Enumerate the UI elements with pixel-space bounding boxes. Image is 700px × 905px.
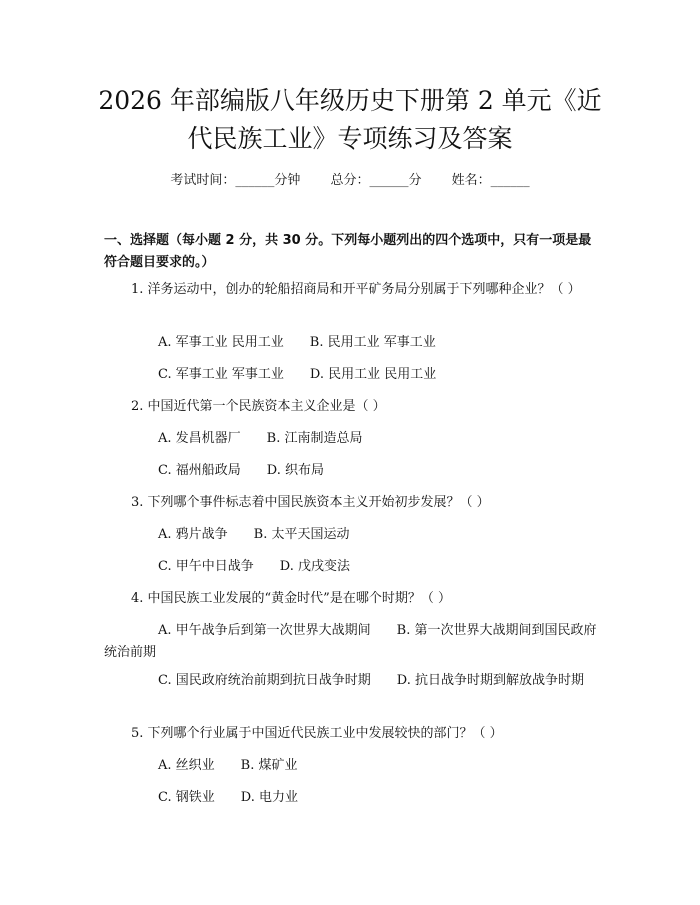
question-2-option-a: A. 发昌机器厂 [158, 431, 241, 446]
question-2-option-c: C. 福州船政局 [158, 463, 241, 478]
question-5-options-row-1 [104, 755, 604, 777]
question-1-options-row-2 [104, 364, 604, 386]
question-1-option-c: C. 军事工业 军事工业 [158, 367, 284, 382]
question-3-options-row-2 [104, 556, 604, 578]
question-2-stem: 2. 中国近代第一个民族资本主义企业是（ ） [131, 399, 386, 414]
question-1-options-row-1 [104, 332, 604, 354]
question-1-stem: 1. 洋务运动中，创办的轮船招商局和开平矿务局分别属于下列哪种企业？（ ） [131, 282, 581, 297]
student-name-label: 姓名：______ [451, 173, 530, 188]
question-4-options-row-1 [104, 620, 604, 664]
question-5-option-d: D. 电力业 [240, 790, 298, 805]
question-2-options-row-2 [104, 460, 604, 482]
question-5-stem: 5. 下列哪个行业属于中国近代民族工业中发展较快的部门？（ ） [131, 726, 503, 741]
question-3-stem: 3. 下列哪个事件标志着中国民族资本主义开始初步发展？（ ） [131, 495, 490, 510]
question-3-option-d: D. 戊戌变法 [279, 559, 350, 574]
question-1-option-b: B. 民用工业 军事工业 [309, 335, 436, 350]
question-5-options-row-2 [104, 787, 604, 809]
question-5-option-a: A. 丝织业 [158, 758, 215, 773]
question-2-option-d: D. 织布局 [266, 463, 324, 478]
question-4-options-row-2 [104, 670, 604, 692]
question-4-option-a: A. 甲午战争后到第一次世界大战期间 [158, 623, 371, 638]
question-1-option-d: D. 民用工业 民用工业 [309, 367, 437, 382]
question-4-option-c: C. 国民政府统治前期到抗日战争时期 [158, 673, 371, 688]
question-3-option-b: B. 太平天国运动 [253, 527, 350, 542]
question-5-option-c: C. 钢铁业 [158, 790, 215, 805]
page-title-line-1: 2026 年部编版八年级历史下册第 2 单元《近 [98, 86, 602, 115]
question-3-option-a: A. 鸦片战争 [158, 527, 228, 542]
question-2-option-b: B. 江南制造总局 [266, 431, 363, 446]
page-title-line-2: 代民族工业》专项练习及答案 [187, 124, 513, 153]
question-4-stem: 4. 中国民族工业发展的“黄金时代”是在哪个时期？（ ） [131, 591, 451, 606]
question-1-option-a: A. 军事工业 民用工业 [158, 335, 284, 350]
total-score-label: 总分：______分 [330, 173, 422, 188]
exam-meta [0, 169, 700, 188]
question-2-options-row-1 [104, 428, 604, 450]
question-3-options-row-1 [104, 524, 604, 546]
question-4-option-b: B. 第一次世界大战期间到国民政府统治前期 [104, 623, 597, 660]
question-5-option-b: B. 煤矿业 [240, 758, 298, 773]
question-4-option-d: D. 抗日战争时期到解放战争时期 [396, 673, 584, 688]
section-heading: 一、选择题（每小题 2 分，共 30 分。下列每小题列出的四个选项中，只有一项是最符合题目要求的。） [104, 233, 592, 270]
question-3-option-c: C. 甲午中日战争 [158, 559, 254, 574]
exam-time-label: 考试时间：______分钟 [170, 173, 301, 188]
